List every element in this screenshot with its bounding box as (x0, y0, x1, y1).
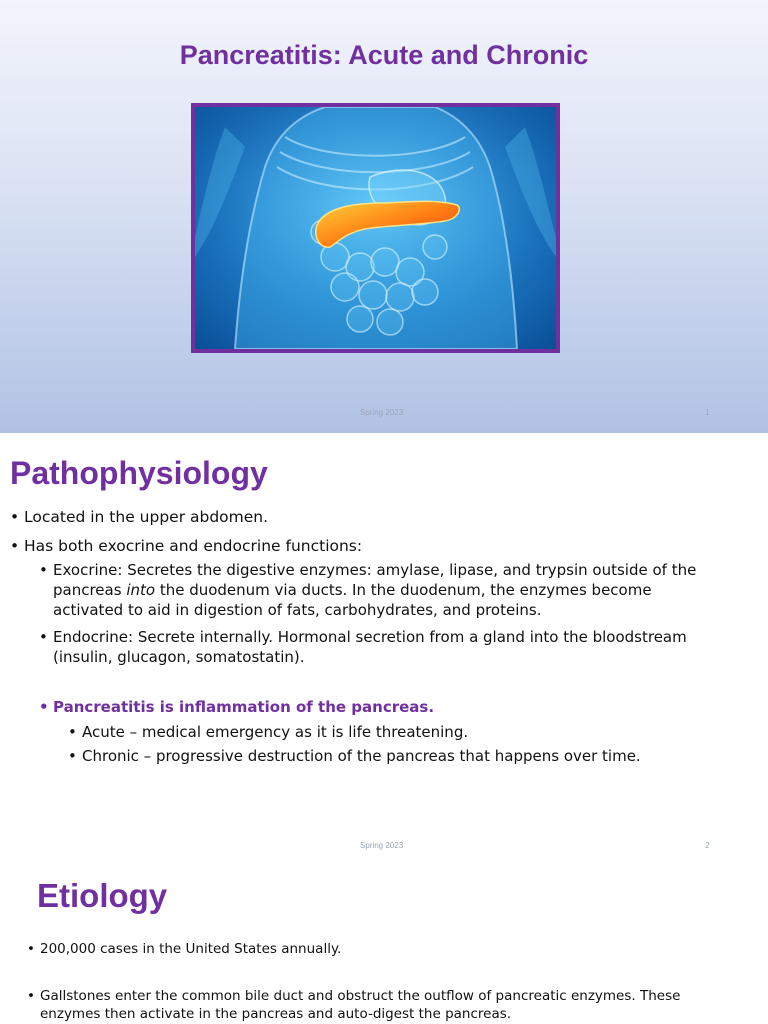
bullet-icon: • (68, 723, 77, 741)
bullet-text: Endocrine: Secrete internally. Hormonal secretion from a gland into the bloodstream (insulin, glucagon, somatostatin). (53, 628, 687, 666)
bullet-text: Has both exocrine and endocrine functions: (24, 537, 363, 555)
exocrine-text-italic: into (126, 581, 156, 599)
slide-title: Pancreatitis: Acute and Chronic (179, 40, 589, 70)
list-item-endocrine (39, 627, 713, 667)
exocrine-text-2: the duodenum via ducts. In the duodenum, the enzymes become activated to aid in digestion of fats, carbohydrates, and proteins. (53, 581, 652, 619)
bullet-icon: • (27, 988, 35, 1004)
bullet-icon: • (39, 628, 48, 646)
list-item-exocrine (39, 560, 713, 620)
pancreas-anatomy-illustration (195, 107, 556, 349)
exocrine-text-1: Exocrine: Secretes the digestive enzymes: amylase, lipase, and trypsin outside of the pancreas (53, 561, 697, 599)
slide-number: 1 (705, 408, 710, 417)
bullet-icon: • (39, 698, 49, 716)
list-item (10, 536, 744, 556)
bullet-icon: • (39, 561, 48, 579)
bullet-text: Gallstones enter the common bile duct and obstruct the outflow of pancreatic enzymes. These enzymes then activate in the pancreas and auto-digest the pancreas. (40, 988, 681, 1022)
slide-heading: Etiology (37, 877, 168, 914)
bullet-text: Acute – medical emergency as it is life threatening. (82, 723, 469, 741)
bullet-text: Located in the upper abdomen. (24, 508, 269, 526)
slide-3 (0, 853, 768, 1024)
bullet-icon: • (10, 508, 20, 526)
bullet-icon: • (10, 537, 20, 555)
list-item (10, 507, 744, 527)
pancreas-image (191, 103, 560, 353)
list-item (27, 987, 745, 1023)
slide-2 (0, 433, 768, 853)
list-item-highlight (39, 697, 713, 717)
bullet-text: 200,000 cases in the United States annually. (40, 941, 342, 957)
slide-heading: Pathophysiology (10, 455, 268, 491)
list-item (27, 940, 740, 958)
list-item-acute (68, 722, 722, 742)
slide-number: 2 (705, 841, 710, 850)
slide-1 (0, 0, 768, 433)
footer-date: Spring 2023 (360, 408, 404, 417)
bullet-text: Pancreatitis is inflammation of the pancreas. (53, 698, 435, 716)
bullet-text: Chronic – progressive destruction of the pancreas that happens over time. (82, 747, 641, 765)
bullet-icon: • (68, 747, 77, 765)
list-item-chronic (68, 746, 722, 766)
footer-date: Spring 2023 (360, 841, 404, 850)
bullet-icon: • (27, 941, 35, 957)
